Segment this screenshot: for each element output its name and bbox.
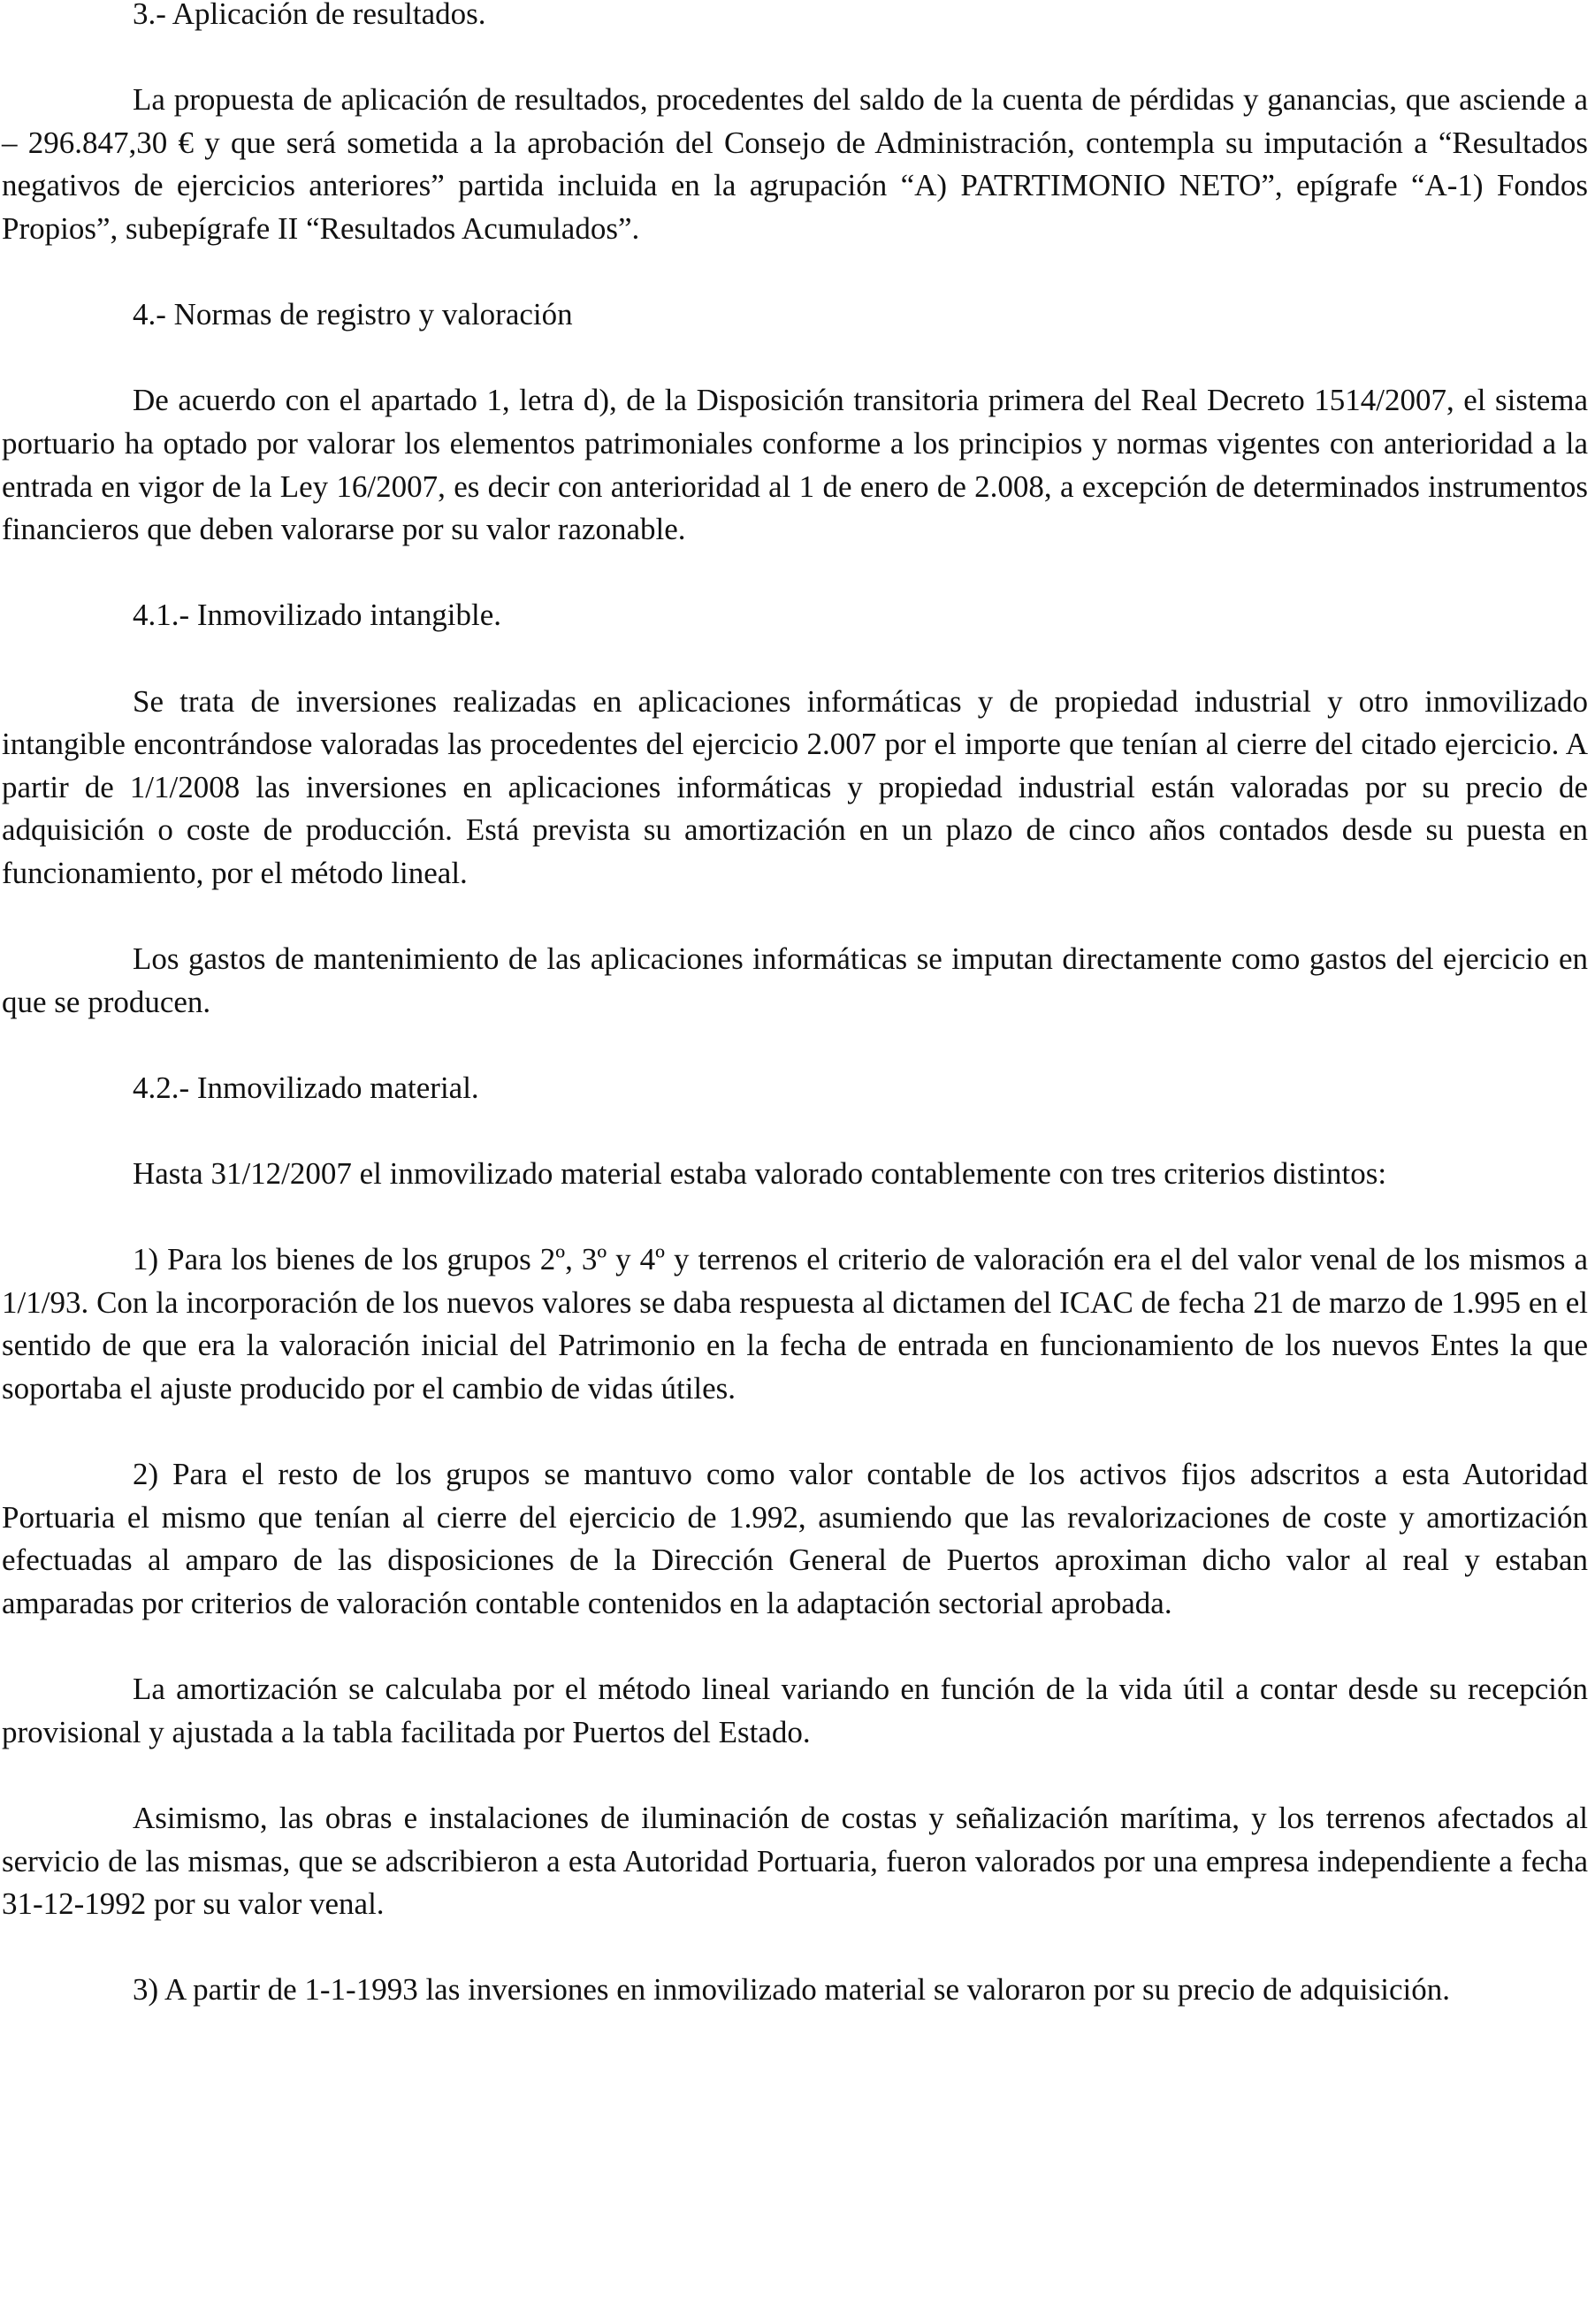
paragraph-material-criterio-3: 3) A partir de 1-1-1993 las inversiones en inmovilizado material se valoraron por su precio de adquisición.: [133, 1972, 1451, 2008]
paragraph-material-criterio-2: 2) Para el resto de los grupos se mantuvo como valor contable de los activos fijos adscritos a esta Autoridad Portuaria el mismo que tenían al cierre del ejercicio de 1.992, asumiendo que las revalorizaciones de coste y amortización efectuadas al amparo de las disposiciones de la Dirección General de Puertos aproximan dicho valor al real y estaban amparadas por criterios de valoración contable contenidos en la adaptación sectorial aprobada.: [2, 1457, 1588, 1620]
paragraph-material-iluminacion: Asimismo, las obras e instalaciones de iluminación de costas y señalización marítima, y los terrenos afectados al servicio de las mismas, que se adscribieron a esta Autoridad Portuaria, fueron valorados por una empresa independiente a fecha 31-12-1992 por su valor venal.: [2, 1800, 1588, 1922]
section-heading-aplicacion-resultados: 3.- Aplicación de resultados.: [133, 0, 486, 31]
paragraph-material-criterio-1: 1) Para los bienes de los grupos 2º, 3º y 4º y terrenos el criterio de valoración era el del valor venal de los mismos a 1/1/93. Con la incorporación de los nuevos valores se daba respuesta al dictamen del ICAC de fecha 21 de marzo de 1.995 en el sentido de que era la valoración inicial del Patrimonio en la fecha de entrada en funcionamiento de los nuevos Entes la que soportaba el ajuste producido por el cambio de vidas útiles.: [2, 1242, 1588, 1406]
spacer: [2, 1926, 1588, 1970]
spacer: [2, 1754, 1588, 1797]
spacer: [2, 251, 1588, 294]
spacer: [2, 552, 1588, 595]
spacer: [2, 1411, 1588, 1454]
paragraph-material-amortizacion: La amortización se calculaba por el método lineal variando en función de la vida útil a contar desde su recepción provisional y ajustada a la tabla facilitada por Puertos del Estado.: [2, 1672, 1588, 1749]
spacer: [2, 1109, 1588, 1153]
section-heading-inmovilizado-intangible: 4.1.- Inmovilizado intangible.: [133, 598, 501, 633]
spacer: [2, 895, 1588, 938]
paragraph-intangible-inversiones: Se trata de inversiones realizadas en aplicaciones informáticas y de propiedad industrial y otro inmovilizado intangible encontrándose valoradas las procedentes del ejercicio 2.007 por el importe que tenían al cierre del citado ejercicio. A partir de 1/1/2008 las inversiones en aplicaciones informáticas y propiedad industrial están valoradas por su precio de adquisición o coste de producción. Está prevista su amortización en un plazo de cinco años contados desde su puesta en funcionamiento, por el método lineal.: [2, 683, 1588, 890]
spacer: [2, 36, 1588, 80]
spacer: [2, 337, 1588, 380]
spacer: [2, 1626, 1588, 1669]
paragraph-intangible-mantenimiento: Los gastos de mantenimiento de las aplicaciones informáticas se imputan directamente como gastos del ejercicio en que se producen.: [2, 941, 1588, 1019]
paragraph-aplicacion-resultados: La propuesta de aplicación de resultados, procedentes del saldo de la cuenta de pérdidas y ganancias, que asciende a – 296.847,30 € y que será sometida a la aprobación del Consejo de Administración, contempla su imputación a “Resultados negativos de ejercicios anteriores” partida incluida en la agrupación “A) PATRTIMONIO NETO”, epígrafe “A-1) Fondos Propios”, subepígrafe II “Resultados Acumulados”.: [2, 82, 1588, 246]
paragraph-material-criterios: Hasta 31/12/2007 el inmovilizado material estaba valorado contablemente con tres criterios distintos:: [133, 1156, 1387, 1192]
spacer: [2, 1196, 1588, 1239]
paragraph-normas-registro: De acuerdo con el apartado 1, letra d), de la Disposición transitoria primera del Real Decreto 1514/2007, el sistema portuario ha optado por valorar los elementos patrimoniales conforme a los principios y normas vigentes con anterioridad a la entrada en vigor de la Ley 16/2007, es decir con anterioridad al 1 de enero de 2.008, a excepción de determinados instrumentos financieros que deben valorarse por su valor razonable.: [2, 383, 1588, 547]
spacer: [2, 637, 1588, 681]
section-heading-inmovilizado-material: 4.2.- Inmovilizado material.: [133, 1070, 479, 1105]
spacer: [2, 1024, 1588, 1067]
section-heading-normas-registro: 4.- Normas de registro y valoración: [133, 297, 573, 332]
